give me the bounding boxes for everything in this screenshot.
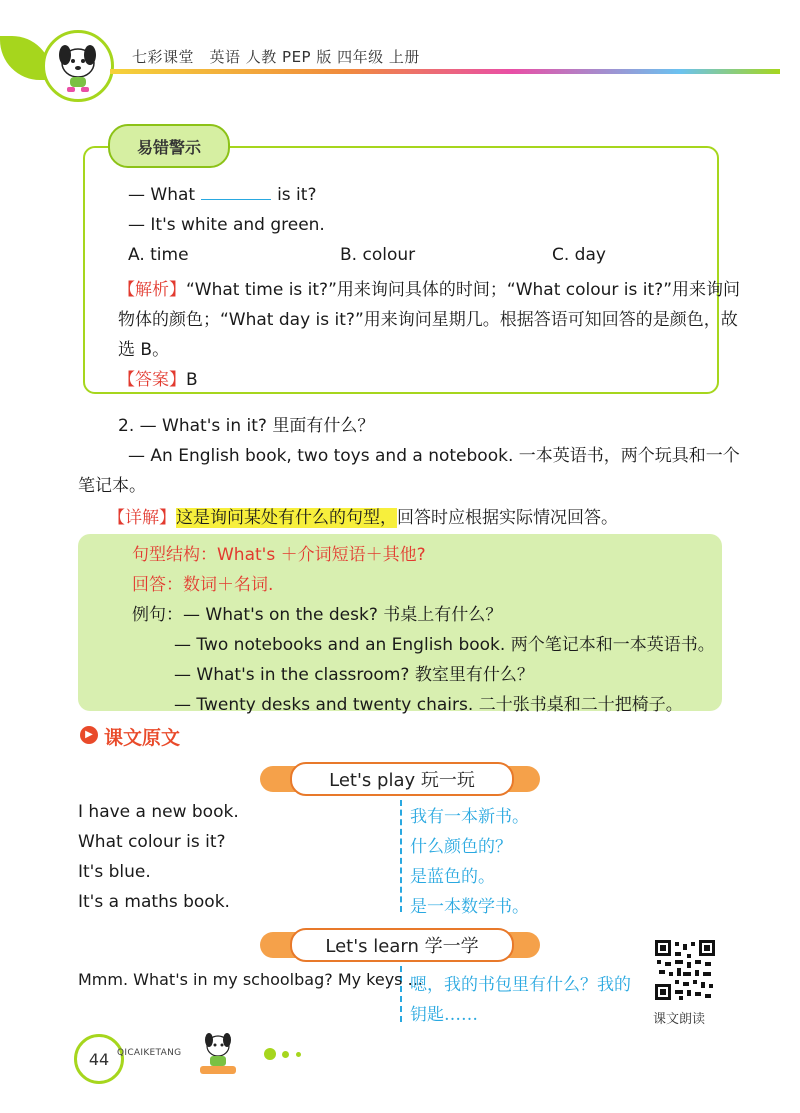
qr-label: 课文朗读 [653,1012,706,1027]
grammar-structure: 句型结构：What's ＋介词短语＋其他? [132,545,426,565]
qr-code-icon[interactable] [655,940,715,1000]
warning-tab: 易错警示 [108,124,230,168]
option-b: B. colour [340,245,416,265]
analysis-line-2: 物体的颜色；“What day is it?”用来询问星期几。根据答语可知回答的是颜色，故 [118,310,738,330]
footer-brand: QICAIKETANG [117,1048,182,1058]
detail-tag: 【详解】 [108,508,176,528]
learn-cn-2: 钥匙…… [410,1005,478,1025]
analysis-text-1: “What time is it?”用来询问具体的时间；“What colour is it?”用来询问 [186,280,741,300]
learn-banner-label: Let's learn 学一学 [290,928,514,962]
warning-answer-line: — It's white and green. [128,215,325,235]
analysis-line-3: 选 B。 [118,340,170,360]
section-title: 课文原文 [104,727,181,749]
play-cn-2: 什么颜色的？ [410,837,512,857]
header-title: 七彩课堂 英语 人教 PEP 版 四年级 上册 [132,48,420,66]
question-prefix: — What [128,185,196,205]
footer-dot-small [296,1052,301,1057]
play-en-3: It's blue. [78,862,151,882]
warning-question-line [128,185,316,205]
play-en-2: What colour is it? [78,832,226,852]
option-c: C. day [552,245,606,265]
play-cn-4: 是一本数学书。 [410,897,529,917]
question-suffix: is it? [277,185,317,205]
footer-dot-medium [282,1051,289,1058]
header-rainbow-bar [110,69,780,74]
example-1: — What's on the desk? 书桌上有什么？ [183,605,503,625]
grammar-answer: 回答：数词＋名词. [132,575,274,595]
play-triangle-icon: ▶ [80,726,98,744]
play-divider [400,800,402,912]
example-line-1 [132,600,502,625]
analysis-tag: 【解析】 [118,280,186,300]
answer-value: B [186,370,198,390]
play-en-4: It's a maths book. [78,892,230,912]
play-cn-3: 是蓝色的。 [410,867,495,887]
item2-question: 2. — What's in it? 里面有什么？ [118,416,375,436]
item2-answer: — An English book, two toys and a notebook. 一本英语书，两个玩具和一个 [128,446,740,466]
footer-dot-large [264,1048,276,1060]
warning-box [83,146,719,394]
analysis-line-1 [118,275,740,300]
example-3: — What's in the classroom? 教室里有什么？ [174,665,534,685]
example-4: — Twenty desks and twenty chairs. 二十张书桌和二十把椅子。 [174,695,683,715]
footer-mascot-icon [196,1030,240,1078]
answer-line [118,365,198,390]
example-2: — Two notebooks and an English book. 两个笔记本和一本英语书。 [174,635,715,655]
detail-rest: 回答时应根据实际情况回答。 [397,508,618,528]
mascot-dog-icon [42,30,114,102]
play-banner-label: Let's play 玩一玩 [290,762,514,796]
answer-tag: 【答案】 [118,370,186,390]
answer-blank [201,185,271,200]
item2-answer-cont: 笔记本。 [78,476,146,496]
play-cn-1: 我有一本新书。 [410,807,529,827]
detail-line [108,503,618,528]
play-banner [260,766,540,792]
option-a: A. time [128,245,189,265]
learn-cn-1: 嗯，我的书包里有什么？我的 [410,975,631,995]
play-en-1: I have a new book. [78,802,239,822]
learn-banner [260,932,540,958]
detail-highlight: 这是询问某处有什么的句型， [176,508,397,528]
learn-en: Mmm. What's in my schoolbag? My keys ... [78,970,423,989]
page-number: 44 [74,1034,124,1084]
example-label: 例句： [132,605,183,625]
